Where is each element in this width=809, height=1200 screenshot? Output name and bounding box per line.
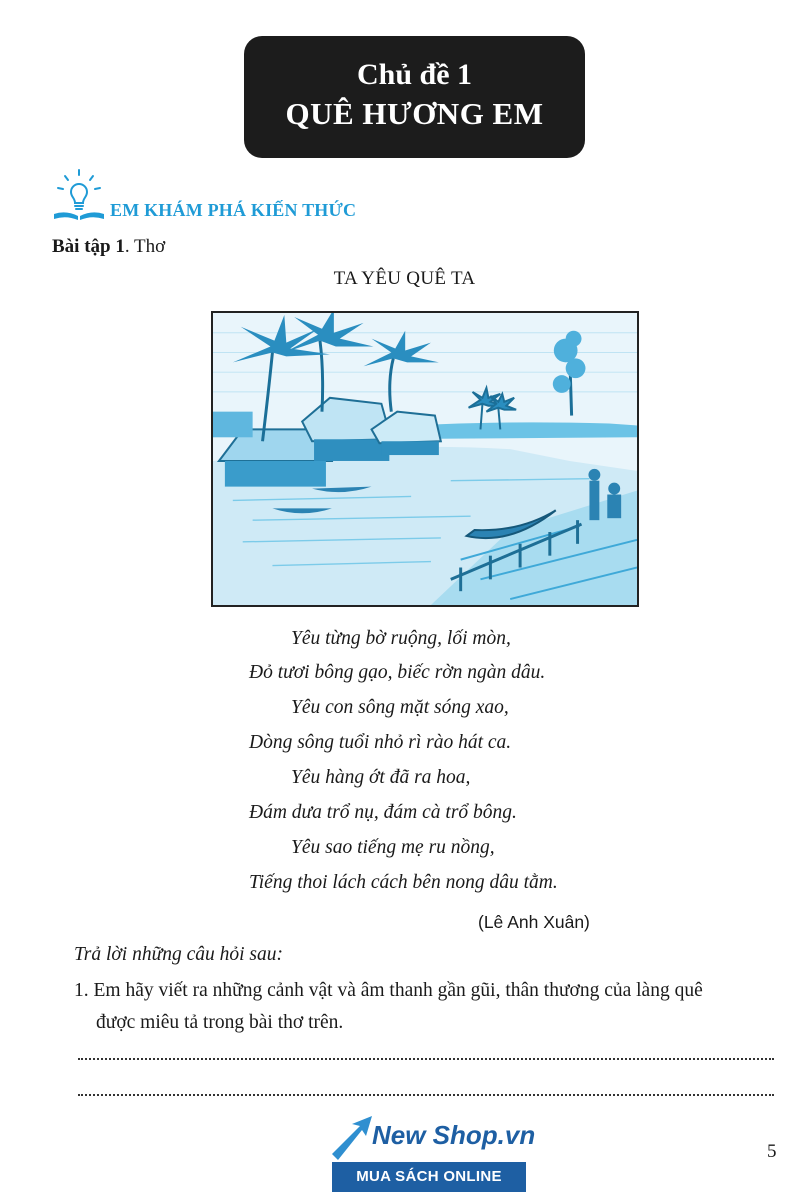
poem-title: TA YÊU QUÊ TA: [333, 268, 476, 289]
poem-author: (Lê Anh Xuân): [478, 912, 590, 932]
question-1-line-2: được miêu tả trong bài thơ trên.: [96, 1012, 344, 1033]
answer-line-2[interactable]: [78, 1094, 774, 1096]
newshop-arrow-icon: [330, 1114, 374, 1162]
village-illustration: [211, 311, 639, 607]
answer-line-1[interactable]: [78, 1058, 774, 1060]
question-1-line-1: 1. Em hãy viết ra những cảnh vật và âm thanh gần gũi, thân thương của làng quê: [74, 980, 703, 1001]
poem-line: Tiếng thoi lách cách bên nong dâu tằm.: [249, 872, 558, 893]
poem-line: Đám dưa trổ nụ, đám cà trổ bông.: [249, 802, 517, 823]
exercise-heading: [52, 236, 165, 258]
page-number: 5: [767, 1141, 777, 1162]
newshop-watermark-logo: [330, 1112, 536, 1196]
poem-line: Dòng sông tuổi nhỏ rì rào hát ca.: [249, 732, 512, 753]
exercise-type: . Thơ: [124, 236, 166, 257]
poem-line: Yêu hàng ớt đã ra hoa,: [291, 767, 471, 788]
section-heading: [52, 168, 452, 224]
poem-line: Đỏ tươi bông gạo, biếc rờn ngàn dâu.: [249, 662, 546, 683]
exercise-number: Bài tập 1: [52, 236, 125, 257]
chapter-number: Chủ đề 1: [356, 58, 473, 91]
village-scene-image: [213, 313, 637, 605]
watermark-tagline: MUA SÁCH ONLINE: [332, 1162, 526, 1192]
lightbulb-book-icon: [52, 168, 106, 222]
chapter-title: QUÊ HƯƠNG EM: [285, 96, 544, 131]
poem-line: Yêu con sông mặt sóng xao,: [291, 697, 509, 718]
questions-instruction: Trả lời những câu hỏi sau:: [74, 944, 284, 965]
poem-line: Yêu từng bờ ruộng, lối mòn,: [291, 628, 511, 649]
chapter-title-box: [244, 36, 585, 158]
watermark-brand: New Shop.vn: [372, 1120, 536, 1150]
poem-line: Yêu sao tiếng mẹ ru nồng,: [291, 837, 495, 858]
section-label: EM KHÁM PHÁ KIẾN THỨC: [110, 200, 357, 220]
